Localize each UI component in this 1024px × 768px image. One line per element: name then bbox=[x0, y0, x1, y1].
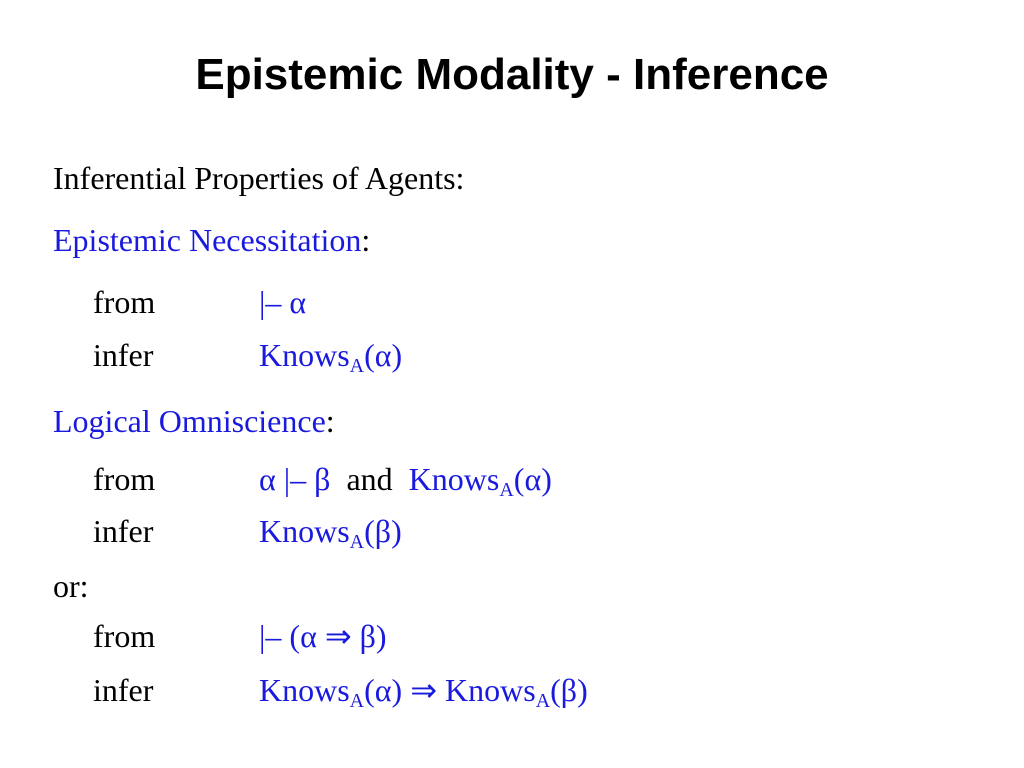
agent-subscript: A bbox=[535, 690, 551, 712]
knows-operator: Knows bbox=[259, 513, 350, 549]
intro-text: Inferential Properties of Agents: bbox=[53, 160, 465, 196]
from-keyword: from bbox=[93, 461, 156, 497]
entailment-expr: α |– β bbox=[259, 461, 331, 497]
knows-premise bbox=[408, 461, 552, 501]
and-connective: and bbox=[346, 461, 393, 497]
necessitation-conclusion bbox=[259, 335, 402, 375]
alternative-conclusion bbox=[259, 670, 588, 710]
knows-argument: (α) bbox=[364, 672, 403, 708]
necessitation-colon: : bbox=[361, 222, 371, 258]
agent-subscript: A bbox=[349, 531, 365, 553]
omniscience-premise bbox=[259, 459, 552, 499]
alternative-premise: |– (α ⇒ β) bbox=[259, 618, 387, 654]
infer-keyword: infer bbox=[93, 337, 154, 373]
infer-keyword: infer bbox=[93, 672, 154, 708]
knows-argument: (β) bbox=[550, 672, 588, 708]
knows-operator: Knows bbox=[445, 672, 536, 708]
omniscience-conclusion bbox=[259, 511, 402, 551]
implies-symbol: ⇒ bbox=[410, 672, 438, 708]
slide-title: Epistemic Modality - Inference bbox=[195, 50, 829, 99]
knows-operator: Knows bbox=[259, 337, 350, 373]
necessitation-heading: Epistemic Necessitation bbox=[53, 222, 362, 258]
agent-subscript: A bbox=[349, 355, 365, 377]
omniscience-heading: Logical Omniscience bbox=[53, 403, 326, 439]
necessitation-heading-row bbox=[53, 220, 370, 260]
knows-operator: Knows bbox=[259, 672, 350, 708]
agent-subscript: A bbox=[349, 690, 365, 712]
knows-argument: (β) bbox=[364, 513, 402, 549]
knows-argument: (α) bbox=[364, 337, 403, 373]
from-keyword: from bbox=[93, 284, 156, 320]
infer-keyword: infer bbox=[93, 513, 154, 549]
or-label: or: bbox=[53, 568, 89, 604]
necessitation-premise: |– α bbox=[259, 284, 307, 320]
from-keyword: from bbox=[93, 618, 156, 654]
agent-subscript: A bbox=[499, 479, 514, 501]
omniscience-colon: : bbox=[325, 403, 335, 439]
knows-operator: Knows bbox=[408, 461, 500, 497]
knows-argument: (α) bbox=[513, 461, 552, 497]
omniscience-heading-row bbox=[53, 401, 335, 441]
